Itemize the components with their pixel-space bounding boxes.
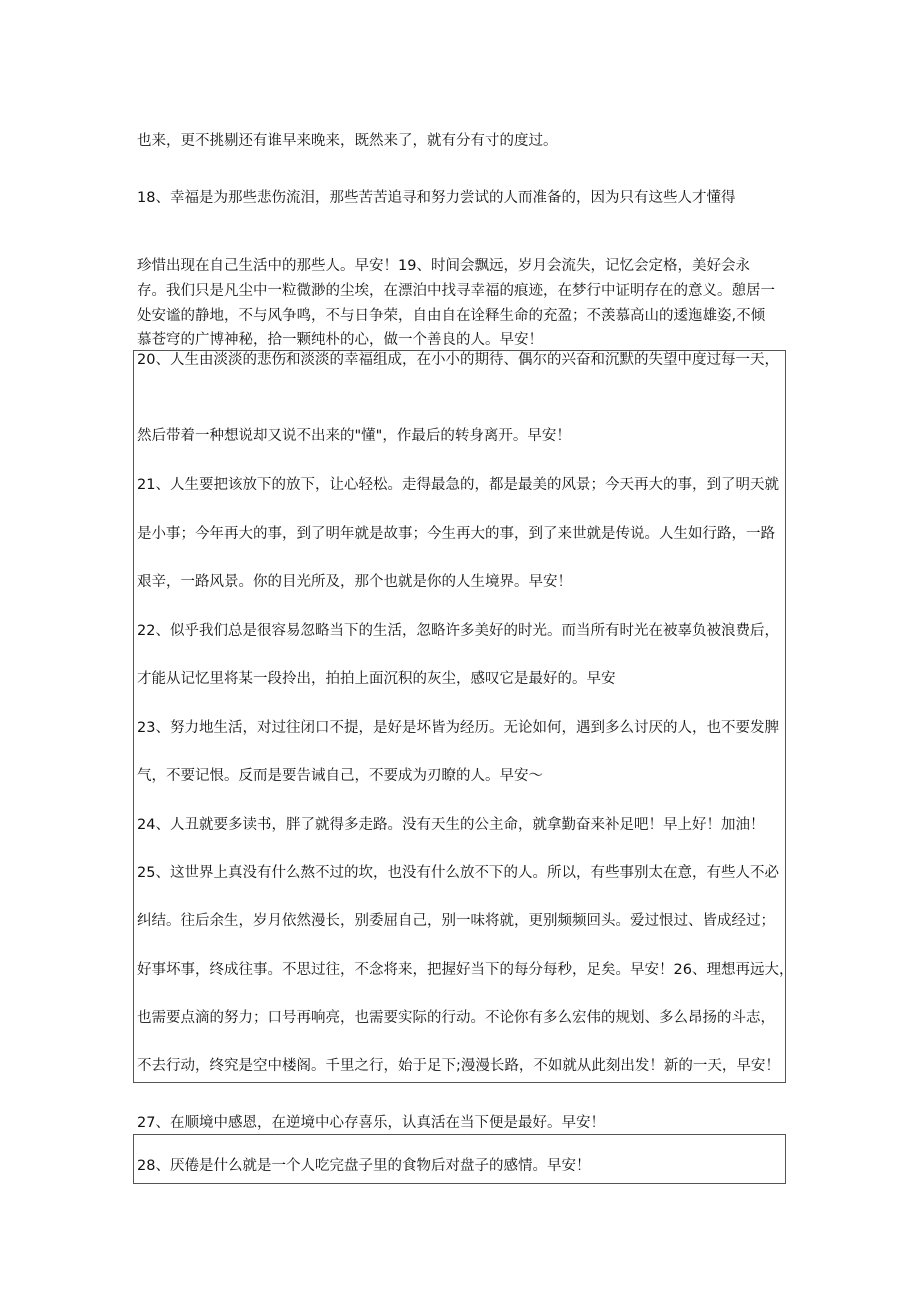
intro-line-5: 处安谧的静地，不与风争鸣，不与日争荣，自由自在诠释生命的充盈；不羡慕高山的逶迤雄姿,不倾	[137, 308, 766, 324]
box-1-line-5: 艰辛，一路风景。你的目光所及，那个也就是你的人生境界。早安！	[137, 574, 572, 590]
intro-line-3: 珍惜出现在自己生活中的那些人。早安！19、时间会飘远，岁月会流失，记忆会定格，美好会永	[137, 258, 750, 274]
bordered-text-box-2	[133, 1134, 786, 1184]
box-1-line-10: 24、人丑就要多读书，胖了就得多走路。没有天生的公主命，就拿勤奋来补足吧！早上好！加油！	[137, 817, 765, 833]
box-1-line-3: 21、人生要把该放下的放下，让心轻松。走得最急的，都是最美的风景；今天再大的事，到了明天就	[137, 477, 779, 493]
intro-line-2: 18、幸福是为那些悲伤流泪，那些苦苦追寻和努力尝试的人而准备的，因为只有这些人才懂得	[137, 190, 736, 206]
box-1-line-8: 23、努力地生活，对过往闭口不提，是好是坏皆为经历。无论如何，遇到多么讨厌的人，也不要发脾	[137, 720, 779, 736]
box-2-line-1: 28、厌倦是什么就是一个人吃完盘子里的食物后对盘子的感情。早安！	[137, 1158, 591, 1174]
box-1-line-4: 是小事；今年再大的事，到了明年就是故事；今生再大的事，到了来世就是传说。人生如行路，一路	[137, 526, 775, 542]
box-1-line-2: 然后带着一种想说却又说不出来的"懂"，作最后的转身离开。早安！	[137, 428, 571, 444]
box-1-line-15: 不去行动，终究是空中楼阁。千里之行，始于足下;漫漫长路，不如就从此刻出发！新的一天，早安！	[137, 1058, 780, 1074]
box-1-line-6: 22、似乎我们总是很容易忽略当下的生活，忽略许多美好的时光。而当所有时光在被辜负被浪费后，	[137, 623, 779, 639]
intro-line-4: 存。我们只是凡尘中一粒微渺的尘埃，在漂泊中找寻幸福的痕迹，在梦行中证明存在的意义。憩居一	[137, 283, 775, 299]
item-27-line: 27、在顺境中感恩，在逆境中心存喜乐，认真活在当下便是最好。早安！	[137, 1115, 605, 1131]
box-1-line-7: 才能从记忆里将某一段拎出，拍拍上面沉积的灰尘，感叹它是最好的。早安	[137, 671, 616, 687]
box-1-line-11: 25、这世界上真没有什么熬不过的坎，也没有什么放不下的人。所以，有些事别太在意，有些人不必	[137, 865, 779, 881]
intro-line-6: 慕苍穹的广博神秘，拾一颗纯朴的心，做一个善良的人。早安！	[137, 332, 543, 348]
box-1-line-14: 也需要点滴的努力；口号再响亮，也需要实际的行动。不论你有多么宏伟的规划、多么昂扬的斗志，	[137, 1010, 775, 1026]
box-1-line-9: 气，不要记恨。反而是要告诫自己，不要成为刃瞭的人。早安〜	[137, 768, 543, 784]
box-1-line-1: 20、人生由淡淡的悲伤和淡淡的幸福组成，在小小的期待、偶尔的兴奋和沉默的失望中度过每一天，	[137, 352, 779, 368]
bordered-text-box-1	[133, 350, 794, 1083]
box-1-line-12: 纠结。往后余生，岁月依然漫长，别委屈自己，别一味将就，更别频频回头。爱过恨过、皆成经过；	[137, 913, 775, 929]
intro-line-1: 也来，更不挑剔还有谁早来晚来，既然来了，就有分有寸的度过。	[137, 133, 558, 149]
box-1-line-13: 好事坏事，终成往事。不思过往，不念将来，把握好当下的每分每秒，足矣。早安！26、理想再远大，	[137, 962, 794, 978]
